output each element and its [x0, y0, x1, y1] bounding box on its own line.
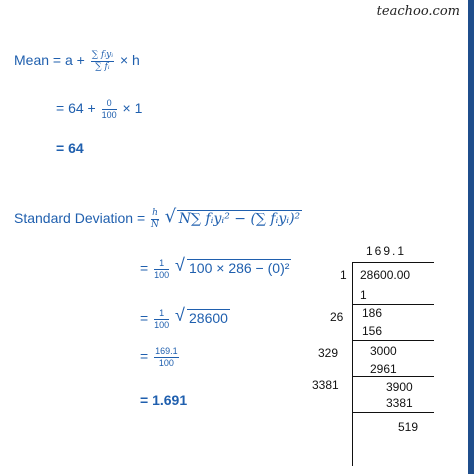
sd-step1-sqrt [175, 259, 291, 276]
row-186: 186 [362, 306, 383, 320]
sd-radicand: N∑ fᵢyᵢ² − (∑ fᵢyᵢ)² [178, 211, 301, 228]
sd-formula [14, 208, 302, 231]
sd-result: = 1.691 [140, 392, 188, 408]
mean-times-h: × h [119, 52, 140, 69]
sd-h-over-n [151, 208, 159, 231]
sd-h: h [152, 208, 158, 218]
teachoo-logo: teachoo.com [376, 4, 460, 19]
remainder-519: 519 [398, 420, 419, 434]
sd-step2-eq: = [140, 310, 149, 327]
sidebar-accent-bar [468, 0, 474, 474]
divisor-329: 329 [318, 346, 339, 360]
divisor-26: 26 [330, 310, 344, 324]
sd-n: N [151, 220, 159, 230]
division-quotient: 169.1 [366, 244, 407, 258]
mean-step1-right: × 1 [122, 100, 143, 117]
mean-result: = 64 [56, 140, 84, 156]
sd-step2-num: 1 [154, 308, 169, 320]
mean-frac-den: ∑ fᵢ [95, 62, 110, 72]
sd-step1 [140, 258, 291, 281]
sd-step1-num: 1 [154, 258, 169, 270]
mean-frac-num: ∑ fᵢyᵢ [91, 50, 114, 60]
division-vertical-line [352, 262, 353, 466]
sd-step3-num: 169.1 [155, 346, 178, 356]
row-2961: 2961 [370, 362, 397, 376]
rule-2 [352, 340, 434, 341]
sd-step2-radicand: 28600 [189, 310, 228, 327]
mean-step1-num: 0 [102, 98, 117, 110]
sd-step1-fraction [154, 258, 169, 281]
mean-step1-fraction [102, 98, 117, 121]
sd-sqrt [165, 210, 302, 227]
row-1: 1 [360, 288, 367, 302]
sd-step2-den: 100 [154, 320, 170, 330]
rule-3 [352, 376, 434, 377]
sd-step2-fraction [154, 308, 169, 331]
sd-step1-den: 100 [154, 270, 170, 280]
sd-step3-fraction [154, 346, 179, 369]
quotient-line [352, 262, 434, 263]
row-156: 156 [362, 324, 383, 338]
mean-formula [14, 50, 140, 73]
mean-fraction [91, 50, 114, 73]
sd-step2 [140, 308, 230, 331]
sd-label: Standard Deviation = [14, 210, 146, 227]
divisor-1: 1 [340, 268, 347, 282]
rule-4 [352, 412, 434, 413]
rule-1 [352, 304, 434, 305]
sd-step1-radicand: 100 × 286 − (0)² [189, 260, 290, 277]
row-3900: 3900 [386, 380, 413, 394]
sd-step3 [140, 346, 181, 369]
mean-label: Mean = a + [14, 52, 85, 69]
sd-step1-eq: = [140, 260, 149, 277]
row-3381: 3381 [386, 396, 413, 410]
mean-step1-den: 100 [101, 110, 117, 120]
row-3000: 3000 [370, 344, 397, 358]
sd-step2-sqrt [175, 309, 230, 326]
divisor-3381: 3381 [312, 378, 339, 392]
sd-step3-eq: = [140, 348, 149, 365]
mean-step1-left: = 64 + [56, 100, 96, 117]
sd-step3-den: 100 [158, 358, 174, 368]
dividend: 28600.00 [360, 268, 411, 282]
mean-step1 [56, 98, 142, 121]
